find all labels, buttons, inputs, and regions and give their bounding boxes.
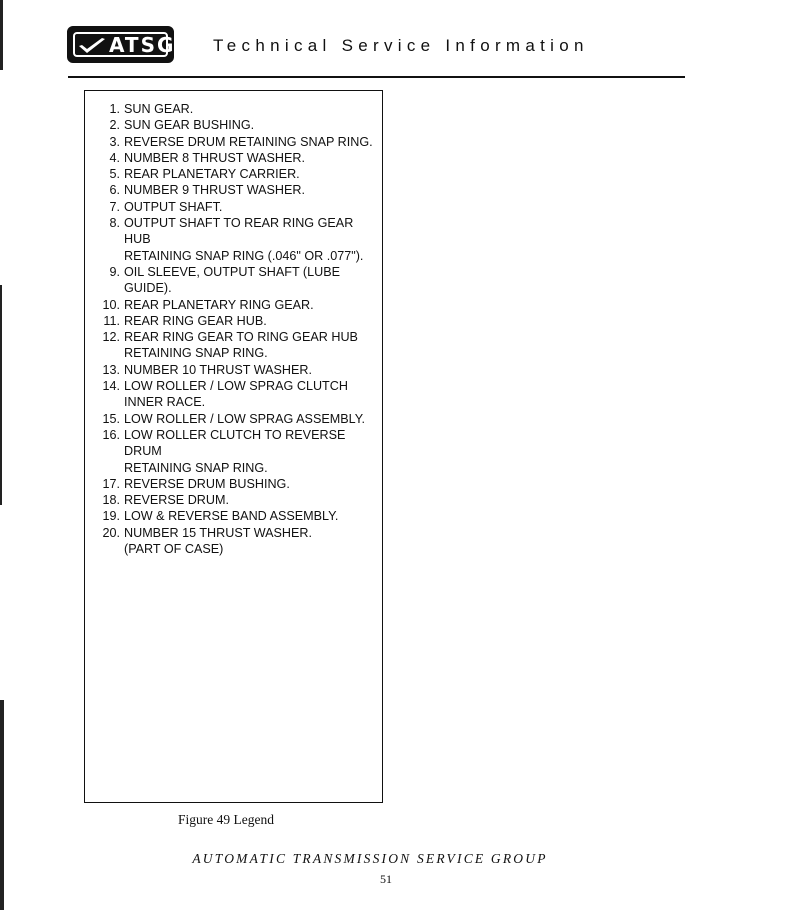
legend-item-text: REVERSE DRUM RETAINING SNAP RING. [124, 134, 373, 149]
scan-edge-mark [0, 0, 3, 70]
legend-item-text: LOW ROLLER / LOW SPRAG ASSEMBLY. [124, 411, 365, 426]
legend-item-number: 15. [102, 411, 120, 426]
legend-item-text: NUMBER 10 THRUST WASHER. [124, 362, 313, 377]
legend-item [85, 297, 382, 313]
legend-item [85, 182, 382, 198]
legend-item-number: 19. [102, 509, 120, 524]
page-title: Technical Service Information [213, 36, 589, 55]
legend-item-text: REAR RING GEAR TO RING GEAR HUB RETAINING SNAP RING. [124, 330, 358, 361]
figure-caption: Figure 49 Legend [178, 812, 274, 827]
scan-edge-mark [0, 285, 2, 505]
check-mark-icon [78, 37, 106, 55]
legend-item-number: 13. [102, 362, 120, 377]
legend-item-text: NUMBER 15 THRUST WASHER. (PART OF CASE) [124, 525, 313, 557]
legend-item-number: 10. [102, 297, 120, 312]
legend-item [85, 492, 382, 508]
legend-item-text: REAR RING GEAR HUB. [124, 313, 267, 328]
legend-item [85, 215, 382, 264]
legend-item [85, 378, 382, 411]
legend-item-text: LOW & REVERSE BAND ASSEMBLY. [124, 509, 339, 524]
legend-item-text: NUMBER 9 THRUST WASHER. [124, 183, 305, 198]
footer-org-name: AUTOMATIC TRANSMISSION SERVICE GROUP [192, 851, 548, 866]
legend-item [85, 134, 382, 150]
legend-item [85, 264, 382, 297]
legend-item [85, 313, 382, 329]
legend-item [85, 199, 382, 215]
legend-item-number: 17. [102, 476, 120, 491]
legend-item [85, 427, 382, 476]
legend-item-text: OUTPUT SHAFT TO REAR RING GEAR HUB RETAINING SNAP RING (.046" OR .077"). [124, 216, 364, 263]
legend-item [85, 525, 382, 558]
legend-item-text: REVERSE DRUM BUSHING. [124, 476, 290, 491]
legend-item-number: 2. [109, 118, 120, 133]
legend-item-text: NUMBER 8 THRUST WASHER. [124, 150, 305, 165]
legend-item-text: SUN GEAR BUSHING. [124, 118, 255, 133]
page-number: 51 [380, 872, 392, 886]
legend-item-text: REAR PLANETARY RING GEAR. [124, 297, 314, 312]
legend-item [85, 329, 382, 362]
legend-item [85, 411, 382, 427]
legend-item-text: OUTPUT SHAFT. [124, 199, 223, 214]
legend-item-number: 6. [109, 183, 120, 198]
legend-item-number: 7. [109, 199, 120, 214]
page-header [67, 26, 687, 66]
legend-item-text: REAR PLANETARY CARRIER. [124, 167, 300, 182]
legend-item [85, 508, 382, 524]
legend-item-number: 4. [109, 150, 120, 165]
logo-text: ATSG [109, 33, 176, 57]
legend-item-text: LOW ROLLER CLUTCH TO REVERSE DRUM RETAINING SNAP RING. [124, 427, 346, 475]
legend-item-text: SUN GEAR. [124, 102, 194, 116]
legend-item-number: 14. [102, 379, 120, 394]
legend-item-number: 12. [102, 330, 120, 345]
header-divider [68, 76, 685, 78]
legend-item-text: LOW ROLLER / LOW SPRAG CLUTCH INNER RACE. [124, 379, 348, 410]
legend-item-number: 18. [102, 493, 120, 508]
atsg-logo [67, 26, 174, 63]
legend-item-number: 20. [102, 525, 120, 540]
legend-item-number: 5. [109, 167, 120, 182]
legend-list [85, 101, 382, 557]
legend-item-number: 11. [103, 313, 120, 328]
legend-item [85, 150, 382, 166]
legend-item-number: 1. [109, 102, 120, 116]
legend-item [85, 476, 382, 492]
legend-item [85, 101, 382, 117]
legend-item [85, 117, 382, 133]
legend-item-number: 3. [109, 134, 120, 149]
legend-item [85, 362, 382, 378]
legend-item-text: REVERSE DRUM. [124, 493, 229, 508]
legend-box [84, 90, 383, 803]
legend-item-number: 9. [109, 264, 120, 279]
legend-item-number: 16. [102, 427, 120, 442]
legend-item [85, 166, 382, 182]
legend-item-number: 8. [109, 216, 120, 231]
legend-item-text: OIL SLEEVE, OUTPUT SHAFT (LUBE GUIDE). [124, 264, 341, 296]
